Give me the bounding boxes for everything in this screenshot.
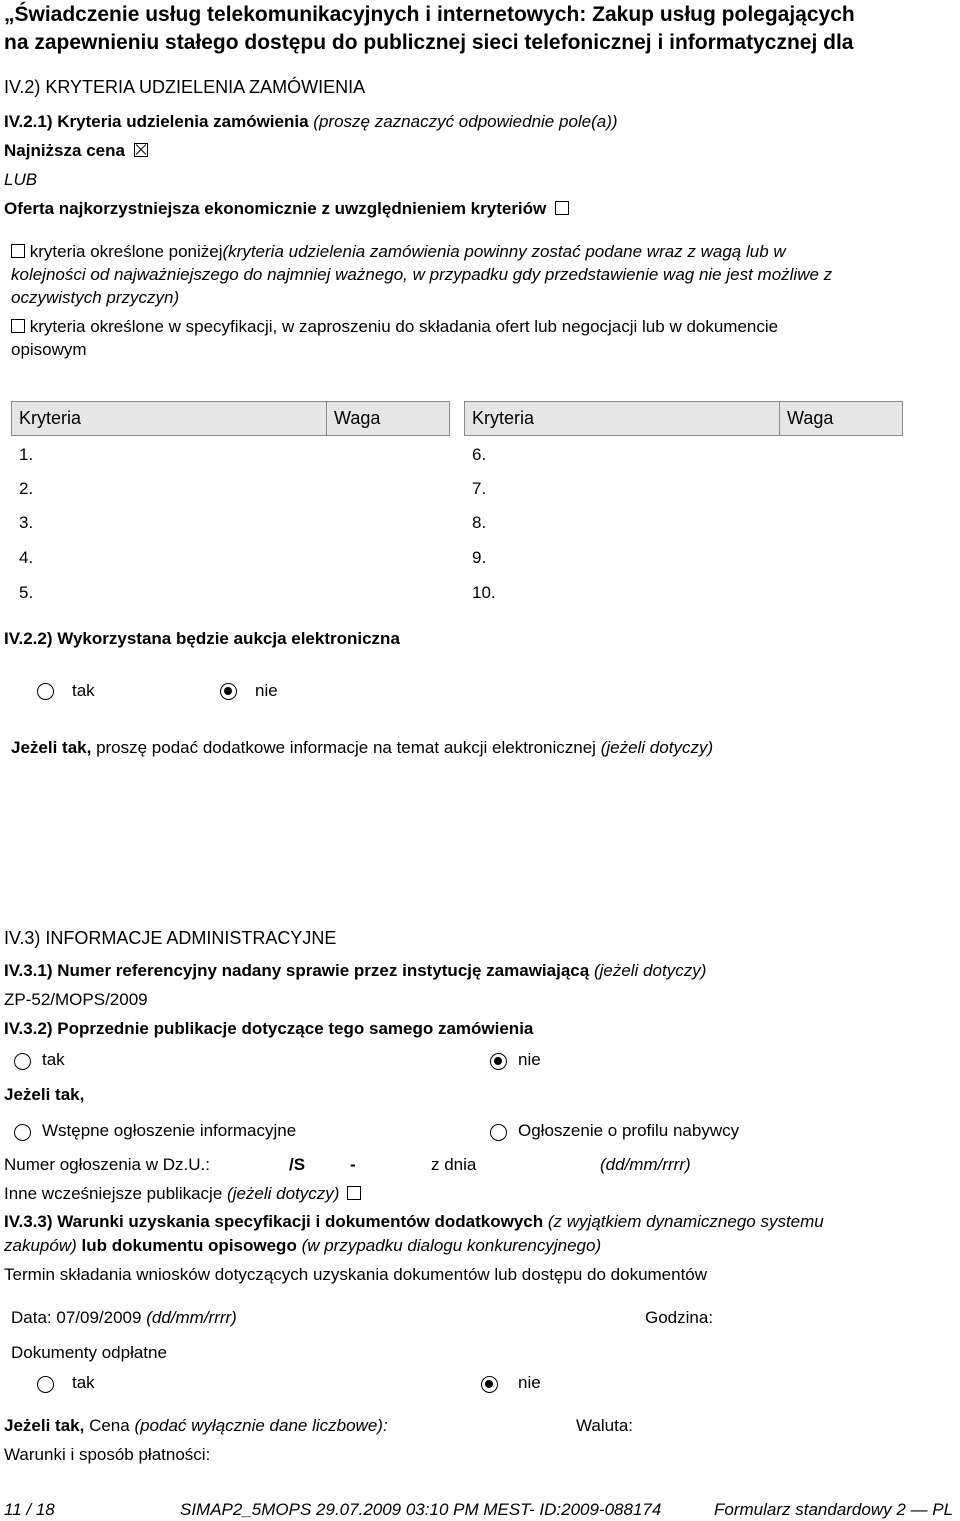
section-iv33-hint-c: (w przypadku dialogu konkurencyjnego) — [301, 1236, 602, 1255]
auction-info-bold: Jeżeli tak, — [11, 738, 92, 757]
auction-yes-label: tak — [72, 681, 95, 700]
criteria-below-hint-b: kolejności od najważniejszego do najmniej ważnego, w przypadku gdy przedstawienie wag nie jest możliwe z — [11, 265, 833, 284]
section-iv21-heading — [4, 112, 618, 132]
paid-docs-yes-radio[interactable] — [37, 1376, 54, 1393]
other-publications-hint: (jeżeli dotyczy) — [227, 1184, 340, 1203]
section-iv33-title: IV.3.3) Warunki uzyskania specyfikacji i dokumentów dodatkowych — [4, 1212, 544, 1231]
section-iv33-hint-b: zakupów) — [4, 1236, 77, 1255]
criteria-spec-label-a: kryteria określone w specyfikacji, w zaproszeniu do składania ofert lub negocjacji lub w dokumencie — [29, 317, 779, 336]
most-economic-option[interactable] — [4, 199, 569, 219]
section-iv21-hint: (proszę zaznaczyć odpowiednie pole(a)) — [313, 112, 618, 131]
criteria-row-number: 6. — [472, 445, 487, 464]
criteria-spec-label-b: opisowym — [11, 340, 87, 359]
section-iv3-heading: IV.3) INFORMACJE ADMINISTRACYJNE — [4, 928, 337, 948]
criteria-table-left — [11, 401, 450, 436]
payment-terms-label: Warunki i sposób płatności: — [4, 1445, 211, 1464]
price-if-yes: Jeżeli tak, — [4, 1416, 85, 1435]
section-iv31-title: IV.3.1) Numer referencyjny nadany sprawie przez instytucję zamawiającą — [4, 961, 590, 980]
criteria-row-number: 7. — [472, 479, 487, 498]
weight-col-header: Waga — [327, 402, 450, 436]
buyer-profile-label: Ogłoszenie o profilu nabywcy — [518, 1121, 740, 1140]
prev-pub-yes-radio[interactable] — [14, 1053, 31, 1070]
auction-info-text: proszę podać dodatkowe informacje na temat aukcji elektronicznej — [96, 738, 596, 757]
criteria-col-header: Kryteria — [12, 402, 327, 436]
prior-info-radio[interactable] — [14, 1124, 31, 1141]
criteria-row-number: 1. — [19, 445, 34, 464]
criteria-row-number: 10. — [472, 583, 496, 602]
criteria-spec-checkbox[interactable] — [11, 319, 25, 333]
auction-info-hint: (jeżeli dotyczy) — [600, 738, 714, 757]
criteria-below-hint-c: oczywistych przyczyn) — [11, 288, 180, 307]
section-iv31-hint: (jeżeli dotyczy) — [593, 961, 707, 980]
currency-label: Waluta: — [576, 1416, 634, 1435]
criteria-row-number: 4. — [19, 548, 34, 567]
paid-docs-no-radio[interactable] — [481, 1376, 498, 1393]
form-name: Formularz standardowy 2 — PL — [714, 1500, 954, 1519]
document-title-line-1: „Świadczenie usług telekomunikacyjnych i internetowych: Zakup usług polegających — [4, 3, 855, 26]
lowest-price-label: Najniższa cena — [4, 141, 125, 160]
oj-notice-series: /S — [289, 1155, 306, 1174]
section-iv22-heading: IV.2.2) Wykorzystana będzie aukcja elektroniczna — [4, 629, 400, 648]
prior-info-label: Wstępne ogłoszenie informacyjne — [42, 1121, 297, 1140]
prev-pub-yes-label: tak — [42, 1050, 65, 1069]
lowest-price-option[interactable] — [4, 141, 148, 161]
section-iv32-heading: IV.3.2) Poprzednie publikacje dotyczące tego samego zamówienia — [4, 1019, 534, 1038]
deadline-time-label: Godzina: — [645, 1308, 714, 1327]
auction-no-label: nie — [255, 681, 278, 700]
section-iv2-heading: IV.2) KRYTERIA UDZIELENIA ZAMÓWIENIA — [4, 77, 366, 97]
lowest-price-checkbox[interactable] — [134, 143, 148, 157]
criteria-row-number: 2. — [19, 479, 34, 498]
reference-number: ZP-52/MOPS/2009 — [4, 990, 148, 1009]
price-hint: (podać wyłącznie dane liczbowe): — [134, 1416, 388, 1435]
price-prompt — [4, 1416, 388, 1436]
most-economic-label: Oferta najkorzystniejsza ekonomicznie z uwzględnieniem kryteriów — [4, 199, 547, 218]
documents-deadline-text: Termin składania wniosków dotyczących uzyskania dokumentów lub dostępu do dokumentów — [4, 1265, 708, 1284]
section-iv33-hint-a: (z wyjątkiem dynamicznego systemu — [547, 1212, 824, 1231]
other-publications-label: Inne wcześniejsze publikacje — [4, 1184, 223, 1203]
criteria-row-number: 3. — [19, 513, 34, 532]
criteria-col-header: Kryteria — [465, 402, 780, 436]
other-publications-checkbox[interactable] — [347, 1186, 361, 1200]
deadline-date — [11, 1308, 237, 1328]
criteria-row-number: 9. — [472, 548, 487, 567]
paid-docs-no-label: nie — [518, 1373, 541, 1392]
criteria-row-number: 8. — [472, 513, 487, 532]
deadline-date-format: (dd/mm/rrrr) — [146, 1308, 237, 1327]
criteria-below-checkbox[interactable] — [11, 244, 25, 258]
section-iv33-heading-a — [4, 1212, 824, 1232]
prev-pub-no-label: nie — [518, 1050, 541, 1069]
criteria-below-label: kryteria określone poniżej — [29, 242, 223, 261]
most-economic-checkbox[interactable] — [555, 201, 569, 215]
deadline-date-label: Data: — [11, 1308, 52, 1327]
buyer-profile-radio[interactable] — [490, 1124, 507, 1141]
document-id: SIMAP2_5MOPS 29.07.2009 03:10 PM MEST- ID:2009-088174 — [180, 1500, 662, 1519]
paid-docs-yes-label: tak — [72, 1373, 95, 1392]
prev-pub-no-radio[interactable] — [490, 1053, 507, 1070]
page-number: 11 / 18 — [4, 1500, 55, 1519]
auction-no-radio[interactable] — [220, 683, 237, 700]
oj-notice-number-label: Numer ogłoszenia w Dz.U.: — [4, 1155, 210, 1174]
document-title-line-2: na zapewnieniu stałego dostępu do publicznej sieci telefonicznej i informatycznej dla — [4, 31, 854, 54]
section-iv21-title: IV.2.1) Kryteria udzielenia zamówienia — [4, 112, 309, 131]
criteria-below-option[interactable] — [11, 242, 786, 262]
criteria-spec-option[interactable] — [11, 317, 778, 337]
if-yes-label: Jeżeli tak, — [4, 1085, 85, 1104]
criteria-below-hint-a: (kryteria udzielenia zamówienia powinny zostać podane wraz z wagą lub w — [222, 242, 786, 261]
criteria-table-right — [464, 401, 903, 436]
weight-col-header: Waga — [780, 402, 903, 436]
section-iv33-heading-b — [4, 1236, 601, 1256]
or-label: LUB — [4, 170, 38, 189]
price-label: Cena — [89, 1416, 130, 1435]
deadline-date-value: 07/09/2009 — [56, 1308, 142, 1327]
oj-notice-dash: - — [350, 1155, 356, 1174]
paid-documents-label: Dokumenty odpłatne — [11, 1343, 167, 1362]
auction-yes-radio[interactable] — [37, 683, 54, 700]
section-iv31-heading — [4, 961, 706, 981]
other-publications-option[interactable] — [4, 1184, 361, 1204]
oj-notice-date-format: (dd/mm/rrrr) — [600, 1155, 691, 1174]
oj-notice-date-label: z dnia — [431, 1155, 477, 1174]
section-iv33-title-b: lub dokumentu opisowego — [81, 1236, 297, 1255]
auction-info-prompt — [11, 738, 713, 758]
criteria-row-number: 5. — [19, 583, 34, 602]
